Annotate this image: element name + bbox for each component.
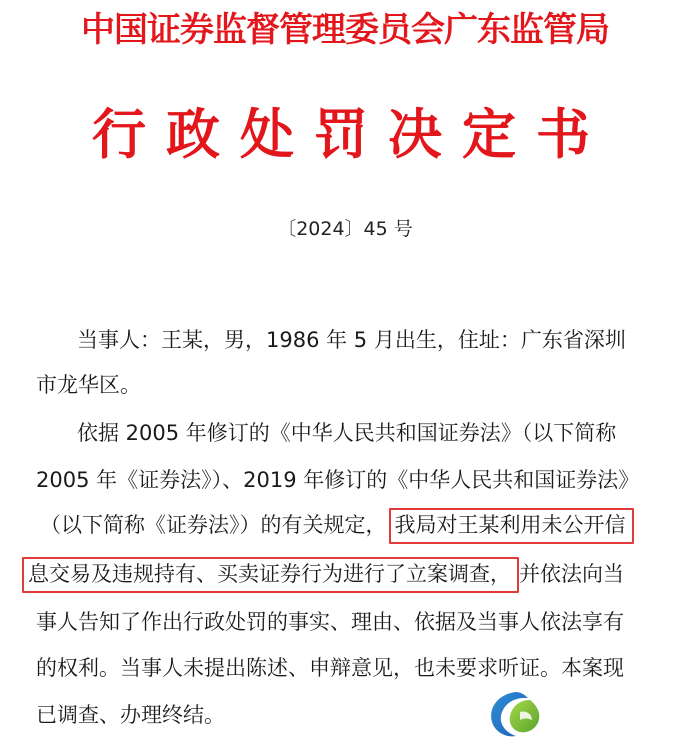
body-line-3: 依据 2005 年修订的《中华人民共和国证券法》（以下简称 (77, 421, 617, 445)
body-line-5 (40, 510, 634, 540)
highlighted-phrase-2: 息交易及违规持有、买卖证券行为进行了立案调查， (22, 557, 519, 593)
body-line-8: 的权利。当事人未提出陈述、申辩意见，也未要求听证。本案现 (36, 656, 624, 680)
body-line-2: 市龙华区。 (36, 373, 141, 397)
logo-watermark-icon (486, 688, 544, 740)
body-line-9: 已调查、办理终结。 (36, 703, 225, 727)
document-title: 行政处罚决定书 (92, 103, 610, 166)
issuer-header: 中国证券监督管理委员会广东监管局 (81, 10, 609, 50)
body-line-6-text: 并依法向当 (519, 562, 624, 586)
body-line-6 (22, 559, 624, 589)
document-number: 〔2024〕45 号 (277, 218, 413, 240)
body-line-1: 当事人：王某，男，1986 年 5 月出生，住址：广东省深圳 (77, 328, 626, 352)
body-line-5-text: （以下简称《证券法》）的有关规定， (40, 513, 387, 537)
body-line-4: 2005 年《证券法》）、2019 年修订的《中华人民共和国证券法》 (36, 468, 640, 492)
highlighted-phrase-1: 我局对王某利用未公开信 (389, 508, 634, 544)
body-line-7: 事人告知了作出行政处罚的事实、理由、依据及当事人依法享有 (36, 610, 624, 634)
